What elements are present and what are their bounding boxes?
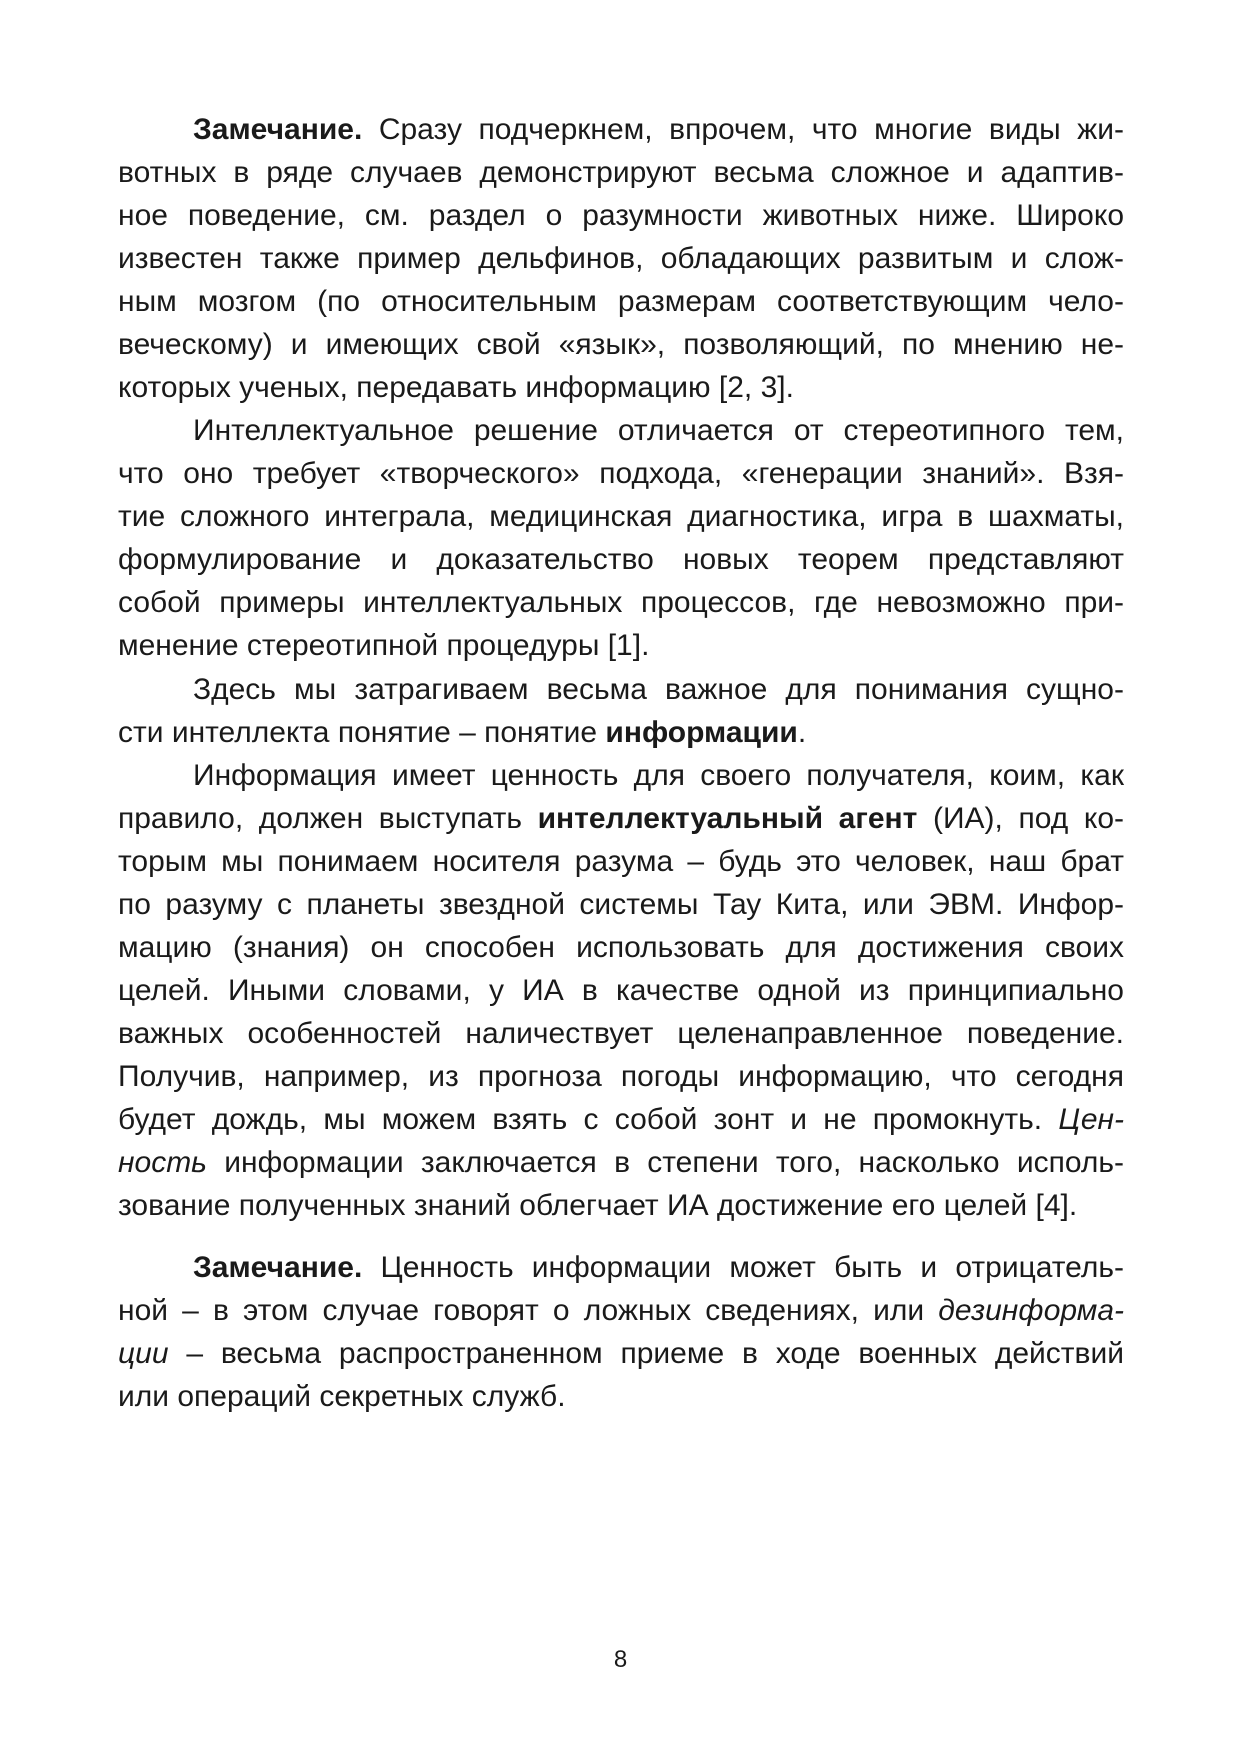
text-line	[118, 581, 1124, 624]
text-run: по разуму с планеты звездной системы Тау Кита, или ЭВМ. Инфор-	[118, 888, 1124, 921]
paragraph-intellectual-decision	[118, 409, 1124, 667]
text-run: Здесь мы затрагиваем весьма важное для понимания сущно-	[193, 673, 1124, 706]
text-run: менение стереотипной процедуры [1].	[118, 629, 650, 662]
text-line	[118, 237, 1124, 280]
text-run: зование полученных знаний облегчает ИА достижение его целей [4].	[118, 1189, 1078, 1222]
text-line	[118, 1332, 1124, 1375]
text-line	[118, 495, 1124, 538]
bold-term: интеллектуальный агент	[537, 802, 918, 835]
text-run: Сразу подчеркнем, впрочем, что многие виды жи-	[362, 113, 1124, 146]
paragraph-remark-1	[118, 108, 1124, 409]
bold-term: Замечание.	[193, 1251, 363, 1284]
text-line	[118, 883, 1124, 926]
text-line	[118, 754, 1124, 797]
text-line	[118, 538, 1124, 581]
text-line	[118, 280, 1124, 323]
text-line	[118, 323, 1124, 366]
bold-term: Замечание.	[193, 113, 363, 146]
text-run: известен также пример дельфинов, обладающих развитым и слож-	[118, 242, 1124, 275]
paragraph-information-concept	[118, 668, 1124, 754]
text-run: Интеллектуальное решение отличается от стереотипного тем,	[193, 414, 1124, 447]
text-line	[118, 668, 1124, 711]
text-line	[118, 711, 1124, 754]
italic-term: ность	[118, 1146, 207, 1179]
italic-term: ции	[118, 1337, 169, 1370]
text-run: которых ученых, передавать информацию [2, 3].	[118, 371, 794, 404]
text-run: сти интеллекта понятие – понятие	[118, 716, 606, 749]
text-line	[118, 1098, 1124, 1141]
paragraph-remark-2	[118, 1246, 1124, 1418]
text-run: будет дождь, мы можем взять с собой зонт и не промокнуть.	[118, 1103, 1059, 1136]
italic-term: дезинформа-	[938, 1294, 1124, 1327]
italic-term: Цен-	[1058, 1103, 1124, 1136]
text-line	[118, 1375, 1124, 1418]
text-line	[118, 926, 1124, 969]
text-line	[118, 969, 1124, 1012]
page-number: 8	[613, 1646, 628, 1673]
text-run: ное поведение, см. раздел о разумности животных ниже. Широко	[118, 199, 1124, 232]
text-run: информации заключается в степени того, насколько исполь-	[206, 1146, 1124, 1179]
text-run: Информация имеет ценность для своего получателя, коим, как	[193, 759, 1124, 792]
text-run: веческому) и имеющих свой «язык», позволяющий, по мнению не-	[118, 328, 1124, 361]
text-run: правило, должен выступать	[118, 802, 538, 835]
text-run: собой примеры интеллектуальных процессов, где невозможно при-	[118, 586, 1124, 619]
text-line	[118, 1055, 1124, 1098]
text-line	[118, 366, 1124, 409]
text-run: .	[797, 716, 807, 749]
text-line	[118, 108, 1124, 151]
text-run: ной – в этом случае говорят о ложных сведениях, или	[118, 1294, 939, 1327]
text-line	[118, 409, 1124, 452]
text-line	[118, 1184, 1124, 1227]
text-line	[118, 797, 1124, 840]
text-line	[118, 840, 1124, 883]
text-run: мацию (знания) он способен использовать для достижения своих	[118, 931, 1124, 964]
text-line	[118, 452, 1124, 495]
text-run: формулирование и доказательство новых теорем представляют	[118, 543, 1124, 576]
text-line	[118, 151, 1124, 194]
paragraph-information-value	[118, 754, 1124, 1227]
text-run: что оно требует «творческого» подхода, «генерации знаний». Взя-	[118, 457, 1124, 490]
text-run: Ценность информации может быть и отрицатель-	[362, 1251, 1124, 1284]
text-run: вотных в ряде случаев демонстрируют весьма сложное и адаптив-	[118, 156, 1124, 189]
text-run: Получив, например, из прогноза погоды информацию, что сегодня	[118, 1060, 1124, 1093]
text-line	[118, 624, 1124, 667]
text-run: тие сложного интеграла, медицинская диагностика, игра в шахматы,	[118, 500, 1124, 533]
bold-term: информации	[605, 716, 798, 749]
text-line	[118, 194, 1124, 237]
text-line	[118, 1012, 1124, 1055]
text-run: целей. Иными словами, у ИА в качестве одной из принципиально	[118, 974, 1124, 1007]
text-run: торым мы понимаем носителя разума – будь это человек, наш брат	[118, 845, 1124, 878]
text-line	[118, 1141, 1124, 1184]
text-run: – весьма распространенном приеме в ходе военных действий	[168, 1337, 1124, 1370]
text-run: ным мозгом (по относительным размерам соответствующим чело-	[118, 285, 1124, 318]
text-run: важных особенностей наличествует целенаправленное поведение.	[118, 1017, 1124, 1050]
text-run: (ИА), под ко-	[917, 802, 1124, 835]
text-run: или операций секретных служб.	[118, 1380, 566, 1413]
text-line	[118, 1246, 1124, 1289]
text-line	[118, 1289, 1124, 1332]
